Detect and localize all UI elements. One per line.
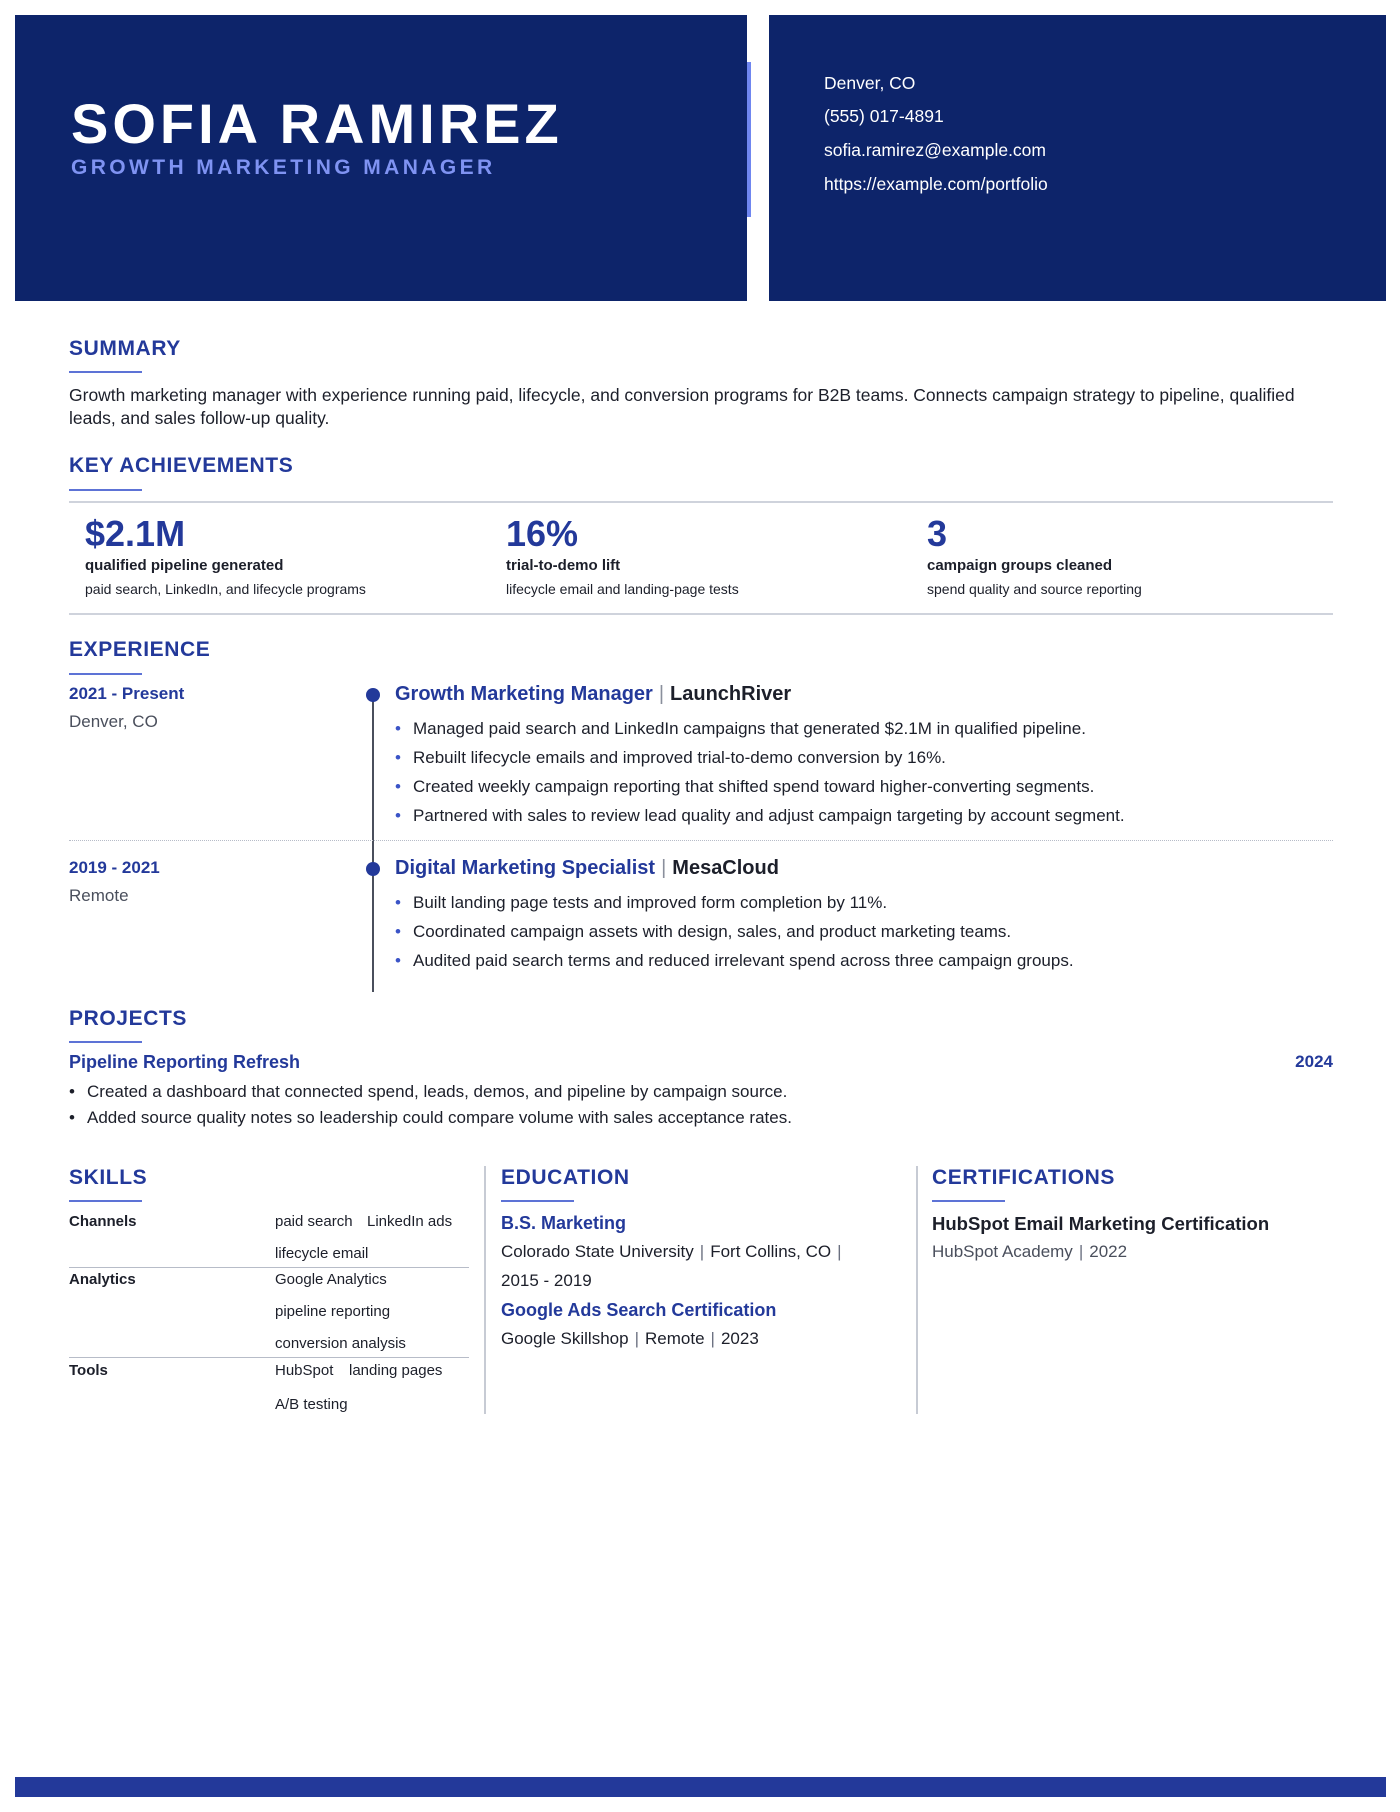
job-divider [69, 840, 1333, 841]
candidate-name: SOFIA RAMIREZ [71, 92, 563, 155]
certification-meta: HubSpot Academy | 2022 [932, 1242, 1128, 1261]
education-degree: B.S. Marketing [501, 1213, 627, 1233]
job-bullet: • Partnered with sales to review lead quality and adjust campaign targeting by account segment. [395, 801, 1125, 830]
header-accent-bar [747, 62, 751, 217]
skill-item: conversion analysis [275, 1335, 406, 1352]
job-company: LaunchRiver [670, 683, 792, 705]
skill-item: lifecycle email [275, 1245, 369, 1262]
project-title: Pipeline Reporting Refresh [69, 1052, 301, 1072]
skills-heading-rule [69, 1200, 142, 1202]
header-name-panel [15, 15, 747, 301]
skill-group-divider [69, 1267, 469, 1268]
job-bullets [395, 888, 1074, 975]
contact-location: Denver, CO [824, 73, 916, 93]
achievement-label: qualified pipeline generated [85, 557, 284, 574]
skill-category: Channels [69, 1213, 137, 1230]
job-dates: 2021 - Present [69, 684, 185, 703]
job-bullet: • Rebuilt lifecycle emails and improved trial-to-demo conversion by 16%. [395, 743, 1125, 772]
certification-name: HubSpot Email Marketing Certification [932, 1213, 1270, 1234]
education-details: Google Skillshop | Remote | 2023 [501, 1329, 759, 1348]
job-separator: | [658, 683, 665, 705]
skill-item: Google Analytics [275, 1271, 387, 1288]
column-separator [484, 1166, 486, 1414]
skill-item: landing pages [349, 1362, 443, 1379]
education-degree: Google Ads Search Certification [501, 1300, 777, 1320]
achievement-card [506, 514, 906, 597]
project-bullets [69, 1079, 792, 1131]
contact-portfolio-link[interactable]: https://example.com/portfolio [824, 174, 1048, 194]
job-title: Digital Marketing Specialist [395, 857, 656, 879]
job-heading [395, 683, 791, 706]
timeline-dot [366, 688, 380, 702]
achievement-detail: paid search, LinkedIn, and lifecycle programs [85, 581, 366, 597]
certifications-heading: CERTIFICATIONS [932, 1166, 1116, 1189]
skill-group-divider [69, 1357, 469, 1358]
projects-heading: PROJECTS [69, 1007, 187, 1030]
timeline-dot [366, 862, 380, 876]
projects-heading-rule [69, 1041, 142, 1043]
job-bullet: • Created weekly campaign reporting that shifted spend toward higher-converting segments. [395, 772, 1125, 801]
education-dates: 2023 [720, 1329, 759, 1348]
column-separator [916, 1166, 918, 1414]
job-heading [395, 857, 779, 880]
job-location: Remote [69, 886, 129, 905]
footer-bar [15, 1777, 1386, 1797]
achievements-heading: KEY ACHIEVEMENTS [69, 454, 294, 477]
education-school: Google Skillshop [501, 1329, 629, 1348]
job-bullet: • Managed paid search and LinkedIn campaigns that generated $2.1M in qualified pipeline. [395, 714, 1125, 743]
job-dates: 2019 - 2021 [69, 858, 160, 877]
job-bullet: • Built landing page tests and improved form completion by 11%. [395, 888, 1074, 917]
summary-text: Growth marketing manager with experience running paid, lifecycle, and conversion programs for B2B teams. Connects campaign strategy to pipeline, qualified leads, and sales follow-up quality. [69, 385, 1295, 428]
project-bullet: • Added source quality notes so leadership could compare volume with sales acceptance rates. [69, 1105, 792, 1131]
achievement-value: 3 [927, 513, 948, 554]
job-location: Denver, CO [69, 712, 158, 731]
skills-heading: SKILLS [69, 1166, 148, 1189]
contact-phone: (555) 017-4891 [824, 106, 944, 126]
project-bullet: • Created a dashboard that connected spend, leads, demos, and pipeline by campaign source. [69, 1079, 792, 1105]
experience-timeline [372, 694, 374, 992]
achievements-top-border [69, 501, 1333, 503]
skill-item: paid search [275, 1213, 353, 1230]
achievement-card [85, 514, 485, 597]
achievement-detail: lifecycle email and landing-page tests [506, 581, 739, 597]
education-heading-rule [501, 1200, 574, 1202]
certification-issuer: HubSpot Academy [932, 1242, 1073, 1261]
education-dates: 2015 - 2019 [501, 1271, 592, 1290]
job-company: MesaCloud [672, 857, 779, 879]
experience-heading-rule [69, 673, 142, 675]
certifications-heading-rule [932, 1200, 1005, 1202]
skill-item: A/B testing [275, 1396, 348, 1413]
achievement-value: $2.1M [85, 513, 186, 554]
certification-year: 2022 [1089, 1242, 1128, 1261]
education-location: Fort Collins, CO [710, 1242, 832, 1261]
achievement-card [927, 514, 1327, 597]
header-contact-panel [769, 15, 1386, 301]
skill-item: HubSpot [275, 1362, 334, 1379]
contact-email[interactable]: sofia.ramirez@example.com [824, 140, 1046, 160]
experience-heading: EXPERIENCE [69, 638, 211, 661]
education-school: Colorado State University [501, 1242, 694, 1261]
summary-heading-rule [69, 371, 142, 373]
achievements-heading-rule [69, 489, 142, 491]
job-title: Growth Marketing Manager [395, 683, 653, 705]
skill-item: LinkedIn ads [367, 1213, 453, 1230]
achievement-label: trial-to-demo lift [506, 557, 621, 574]
achievement-detail: spend quality and source reporting [927, 581, 1142, 597]
summary-heading: SUMMARY [69, 337, 181, 360]
job-bullet: • Audited paid search terms and reduced irrelevant spend across three campaign groups. [395, 946, 1074, 975]
skill-item: pipeline reporting [275, 1303, 391, 1320]
project-year: 2024 [1295, 1052, 1333, 1071]
job-separator: | [661, 857, 667, 879]
education-details: Colorado State University | Fort Collins, CO | [501, 1242, 842, 1261]
achievement-value: 16% [506, 513, 579, 554]
candidate-role: GROWTH MARKETING MANAGER [71, 156, 496, 179]
achievement-label: campaign groups cleaned [927, 557, 1113, 574]
skill-category: Analytics [69, 1271, 136, 1288]
education-location: Remote [645, 1329, 705, 1348]
achievements-bottom-border [69, 613, 1333, 615]
job-bullet: • Coordinated campaign assets with design, sales, and product marketing teams. [395, 917, 1074, 946]
job-bullets [395, 714, 1125, 830]
skill-category: Tools [69, 1362, 108, 1379]
education-heading: EDUCATION [501, 1166, 630, 1189]
